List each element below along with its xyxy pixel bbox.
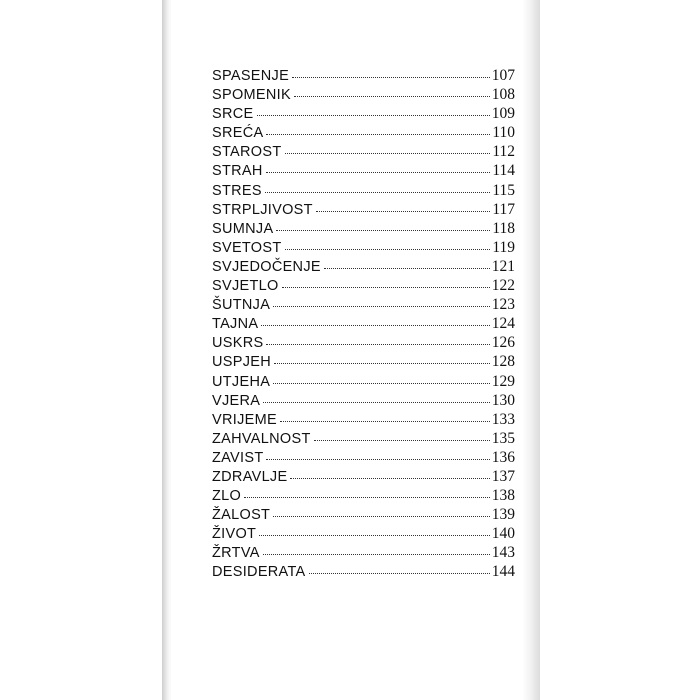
- entry-title: STRPLJIVOST: [212, 201, 313, 218]
- entry-title: ŽALOST: [212, 507, 271, 524]
- dot-leader: [280, 421, 490, 422]
- table-of-contents: [212, 67, 515, 583]
- page-right-edge-shadow: [522, 0, 540, 700]
- entry-page-number: 109: [491, 105, 515, 123]
- entry-title: ZDRAVLJE: [212, 468, 288, 485]
- dot-leader: [324, 268, 490, 269]
- entry-title: SRCE: [212, 106, 254, 123]
- toc-entry: [212, 430, 515, 449]
- entry-title: SPOMENIK: [212, 87, 291, 104]
- dot-leader: [266, 134, 490, 135]
- toc-entry: [212, 506, 515, 525]
- toc-entry: [212, 239, 515, 258]
- toc-entry: [212, 353, 515, 372]
- dot-leader: [266, 344, 489, 345]
- toc-entry: [212, 487, 515, 506]
- toc-entry: [212, 105, 515, 124]
- entry-page-number: 110: [492, 124, 515, 142]
- dot-leader: [274, 363, 490, 364]
- dot-leader: [309, 573, 490, 574]
- dot-leader: [314, 440, 490, 441]
- toc-entry: [212, 258, 515, 277]
- dot-leader: [273, 306, 490, 307]
- dot-leader: [266, 459, 489, 460]
- entry-page-number: 136: [491, 448, 515, 466]
- entry-title: UTJEHA: [212, 373, 271, 390]
- toc-entry: [212, 220, 515, 239]
- toc-entry: [212, 411, 515, 430]
- toc-entry: [212, 525, 515, 544]
- entry-page-number: 108: [491, 86, 515, 104]
- entry-page-number: 130: [491, 391, 515, 409]
- entry-page-number: 121: [491, 257, 515, 275]
- dot-leader: [294, 96, 490, 97]
- toc-entry: [212, 373, 515, 392]
- dot-leader: [265, 192, 490, 193]
- toc-entry: [212, 468, 515, 487]
- toc-entry: [212, 201, 515, 220]
- dot-leader: [261, 325, 489, 326]
- toc-entry: [212, 162, 515, 181]
- entry-title: USKRS: [212, 335, 264, 352]
- toc-entry: [212, 449, 515, 468]
- toc-entry: [212, 296, 515, 315]
- entry-title: ZAHVALNOST: [212, 430, 311, 447]
- dot-leader: [273, 516, 490, 517]
- entry-title: SVJETLO: [212, 278, 279, 295]
- entry-page-number: 119: [492, 238, 515, 256]
- toc-entry: [212, 563, 515, 582]
- entry-title: DESIDERATA: [212, 564, 306, 581]
- entry-title: ŽRTVA: [212, 545, 260, 562]
- dot-leader: [316, 211, 491, 212]
- entry-page-number: 129: [491, 372, 515, 390]
- entry-page-number: 143: [491, 544, 515, 562]
- dot-leader: [257, 115, 490, 116]
- entry-title: SREĆA: [212, 125, 264, 142]
- dot-leader: [263, 554, 490, 555]
- toc-entry: [212, 143, 515, 162]
- entry-page-number: 107: [491, 67, 515, 84]
- dot-leader: [285, 153, 491, 154]
- toc-entry: [212, 392, 515, 411]
- entry-title: USPJEH: [212, 354, 272, 371]
- entry-title: ŠUTNJA: [212, 297, 271, 314]
- entry-page-number: 140: [491, 525, 515, 543]
- entry-page-number: 118: [492, 219, 515, 237]
- dot-leader: [273, 383, 490, 384]
- entry-title: SVETOST: [212, 239, 282, 256]
- toc-entry: [212, 315, 515, 334]
- toc-entry: [212, 334, 515, 353]
- toc-entry: [212, 182, 515, 201]
- entry-page-number: 138: [491, 487, 515, 505]
- toc-entry: [212, 124, 515, 143]
- entry-title: VJERA: [212, 392, 261, 409]
- entry-title: SUMNJA: [212, 220, 274, 237]
- dot-leader: [244, 497, 490, 498]
- dot-leader: [285, 249, 491, 250]
- entry-page-number: 115: [492, 181, 515, 199]
- entry-title: VRIJEME: [212, 411, 277, 428]
- entry-title: TAJNA: [212, 316, 259, 333]
- entry-title: ZAVIST: [212, 449, 264, 466]
- dot-leader: [259, 535, 490, 536]
- dot-leader: [290, 478, 489, 479]
- entry-title: STRES: [212, 182, 262, 199]
- entry-title: STRAH: [212, 163, 263, 180]
- entry-page-number: 133: [491, 410, 515, 428]
- entry-title: ZLO: [212, 488, 242, 505]
- dot-leader: [292, 77, 490, 78]
- entry-page-number: 126: [491, 334, 515, 352]
- toc-entry: [212, 67, 515, 86]
- entry-title: ŽIVOT: [212, 526, 257, 543]
- toc-entry: [212, 86, 515, 105]
- toc-entry: [212, 277, 515, 296]
- entry-page-number: 117: [492, 200, 515, 218]
- entry-page-number: 122: [491, 277, 515, 295]
- toc-entry: [212, 544, 515, 563]
- dot-leader: [276, 230, 490, 231]
- entry-title: SPASENJE: [212, 68, 290, 84]
- entry-page-number: 123: [491, 296, 515, 314]
- entry-page-number: 137: [491, 467, 515, 485]
- dot-leader: [266, 172, 491, 173]
- entry-page-number: 124: [491, 315, 515, 333]
- dot-leader: [263, 402, 490, 403]
- dot-leader: [282, 287, 490, 288]
- entry-title: STAROST: [212, 144, 282, 161]
- entry-page-number: 112: [492, 143, 515, 161]
- entry-page-number: 144: [491, 563, 515, 581]
- entry-page-number: 128: [491, 353, 515, 371]
- entry-title: SVJEDOČENJE: [212, 258, 321, 275]
- entry-page-number: 135: [491, 429, 515, 447]
- entry-page-number: 139: [491, 506, 515, 524]
- entry-page-number: 114: [492, 162, 515, 180]
